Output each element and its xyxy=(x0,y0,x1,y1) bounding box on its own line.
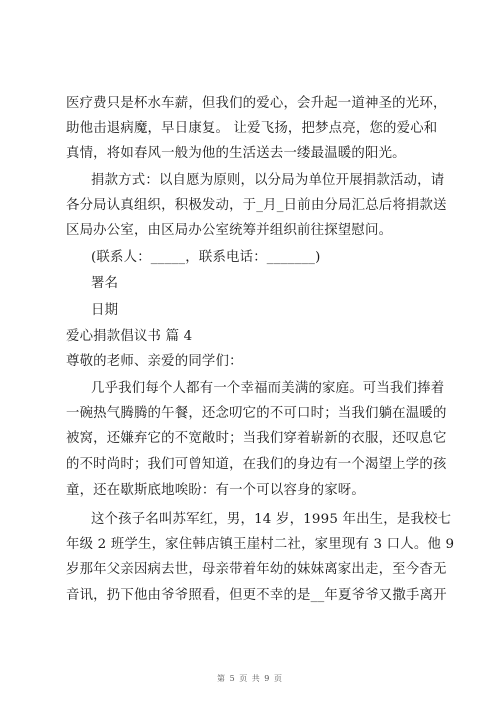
greeting: 尊敬的老师、亲爱的同学们： xyxy=(66,354,243,369)
paragraph-line: 一碗热气腾腾的午餐，还念叨它的不可口时；当我们躺在温暖的 xyxy=(66,406,447,421)
paragraph-line: 岁那年父亲因病去世，母亲带着年幼的妹妹离家出走，至今杳无 xyxy=(66,562,447,577)
paragraph-line: 真情，将如春风一般为他的生活送去一缕最温暖的阳光。 xyxy=(66,146,406,161)
paragraph-line: 这个孩子名叫苏军红，男，14 岁，1995 年出生，是我校七 xyxy=(91,512,452,527)
donation-method-line: 区局办公室，由区局办公室统筹并组织前往探望慰问。 xyxy=(66,223,393,238)
section-title: 爱心捐款倡议书 篇 4 xyxy=(66,329,193,344)
paragraph-line: 童，还在歇斯底地唉盼：有一个可以容身的家呀。 xyxy=(66,483,365,498)
paragraph-line: 的不时尚时；我们可曾知道，在我们的身边有一个渴望上学的孩 xyxy=(66,457,447,472)
paragraph-line: 几乎我们每个人都有一个幸福而美满的家庭。可当我们捧着 xyxy=(91,381,445,396)
paragraph-line: 助他击退病魔，早日康复。 让爱飞扬，把梦点亮，您的爱心和 xyxy=(66,121,438,136)
signature-line: 署名 xyxy=(91,276,119,291)
donation-method-line: 各分局认真组织，积极发动，于_月_日前由分局汇总后将捐款送 xyxy=(66,198,447,213)
contact-line: (联系人：_____，联系电话：_______) xyxy=(91,250,321,265)
page-footer: 第 5 页 共 9 页 xyxy=(217,674,283,683)
donation-method-line: 捐款方式：以自愿为原则，以分局为单位开展捐款活动，请 xyxy=(91,173,445,188)
paragraph-line: 被窝，还嫌弃它的不宽敞时；当我们穿着崭新的衣服，还叹息它 xyxy=(66,431,447,446)
date-line: 日期 xyxy=(91,303,119,318)
paragraph-line: 年级 2 班学生，家住韩店镇王崖村二社，家里现有 3 口人。他 9 xyxy=(66,537,455,552)
paragraph-line: 医疗费只是杯水车薪，但我们的爱心，会升起一道神圣的光环， xyxy=(66,96,447,111)
paragraph-line: 音讯，扔下他由爷爷照看，但更不幸的是__年夏爷爷又撒手离开 xyxy=(66,588,447,603)
